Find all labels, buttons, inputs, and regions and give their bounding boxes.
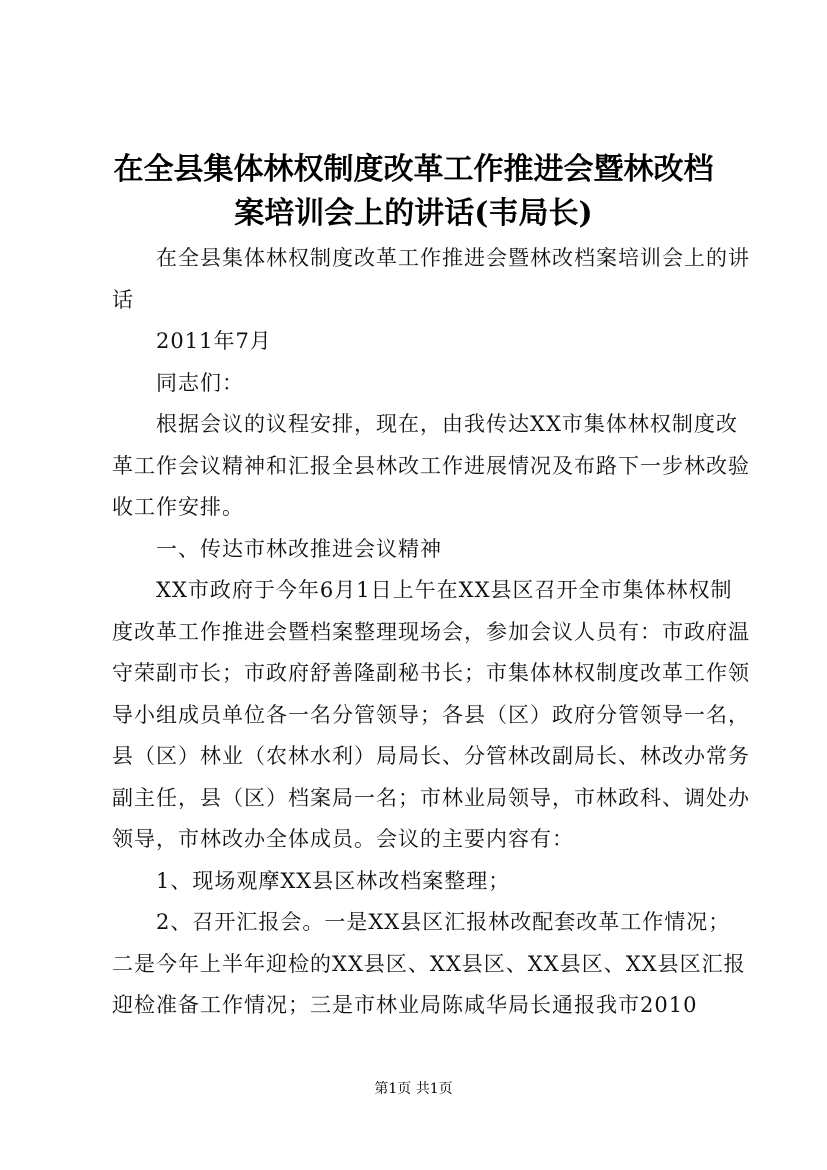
- document-title: 在全县集体林权制度改革工作推进会暨林改档案培训会上的讲话(韦局长): [113, 152, 714, 231]
- paragraph-heading-repeat: 在全县集体林权制度改革工作推进会暨林改档案培训会上的讲话: [112, 246, 750, 312]
- list-item-1: 1、现场观摩XX县区林改档案整理；: [156, 868, 511, 893]
- list-item-2: 2、召开汇报会。一是XX县区汇报林改配套改革工作情况；二是今年上半年迎检的XX县区、XX县区、XX县区、XX县区汇报迎检准备工作情况；三是市林业局陈咸华局长通报我市2010: [112, 910, 746, 1017]
- paragraph-meeting: XX市政府于今年6月1日上午在XX县区召开全市集体林权制度改革工作推进会暨档案整理现场会，参加会议人员有：市政府温守荣副市长；市政府舒善隆副秘书长；市集体林权制度改革工作领导小组成员单位各一名分管领导；各县（区）政府分管领导一名，县（区）林业（农林水利）局局长、分管林改副局长、林改办常务副主任，县（区）档案局一名；市林业局领导，市林政科、调处办领导，市林改办全体成员。会议的主要内容有：: [112, 578, 750, 851]
- section-heading-1: 一、传达市林改推进会议精神: [156, 536, 442, 561]
- paragraph-salutation: 同志们：: [156, 370, 244, 395]
- document-body: [112, 238, 752, 1027]
- paragraph-date: 2011年7月: [156, 329, 272, 353]
- paragraph-intro: 根据会议的议程安排，现在，由我传达XX市集体林权制度改革工作会议精神和汇报全县林改工作进展情况及布路下一步林改验收工作安排。: [112, 412, 750, 519]
- page-footer: 第1页 共1页: [374, 1081, 453, 1097]
